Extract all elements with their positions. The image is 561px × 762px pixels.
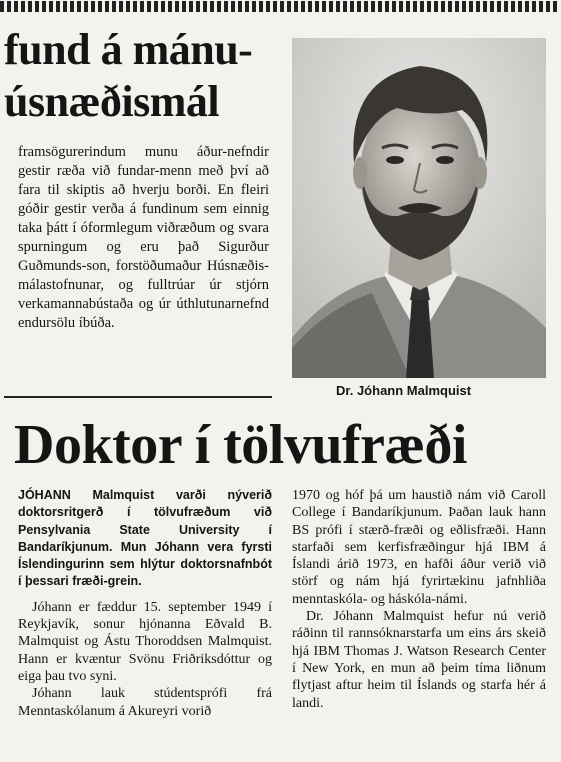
border-tick — [91, 1, 95, 12]
border-tick — [49, 1, 53, 12]
border-tick — [322, 1, 326, 12]
border-tick — [126, 1, 130, 12]
article-lead-paragraph: JÓHANN Malmquist varði nýverið doktorsritgerð í tölvufræðum við Pensylvania State University í Bandaríkjunum. Mun Jóhann vera fyrsti Íslendingurinn sem hlýtur doktorsnafnbót í þessari fræði-grein. — [18, 488, 272, 589]
border-tick — [273, 1, 277, 12]
border-tick — [98, 1, 102, 12]
border-tick — [7, 1, 11, 12]
border-tick — [357, 1, 361, 12]
article-paragraph: Jóhann lauk stúdentsprófi frá Menntaskólanum á Akureyri vorið — [18, 686, 272, 719]
border-tick — [56, 1, 60, 12]
article-headline: Doktor í tölvufræði — [14, 414, 467, 476]
top-story-paragraph: framsögurerindum munu áður-nefndir gestir ræða við fundar-menn með því að fara til skiptis að hverju borði. En fleiri góðir gestir verða á fundinum sem einnig taka þátt í óformlegum viðræðum og svara spurningum og eru það Sigurður Guðmunds-son, forstöðumaður Húsnæðis-málastofnunar, og fulltrúar úr stjórn verkamannabústaða og úr úthlutunarnefnd endursölu íbúða. — [18, 144, 269, 331]
border-tick — [336, 1, 340, 12]
portrait-photo — [292, 38, 546, 378]
border-tick — [245, 1, 249, 12]
border-tick — [224, 1, 228, 12]
article-paragraph: Jóhann er fæddur 15. september 1949 í Reykjavík, sonur hjónanna Eðvald B. Malmquist og Ástu Thoroddsen Malmquist. Hann er kvæntur Svönu Friðriksdóttur og eiga þau tvo syni. — [18, 599, 272, 684]
border-tick — [455, 1, 459, 12]
border-tick — [441, 1, 445, 12]
border-tick — [189, 1, 193, 12]
border-tick — [28, 1, 32, 12]
border-tick — [35, 1, 39, 12]
border-tick — [420, 1, 424, 12]
border-tick — [70, 1, 74, 12]
border-tick — [308, 1, 312, 12]
border-tick — [532, 1, 536, 12]
border-tick — [350, 1, 354, 12]
border-tick — [259, 1, 263, 12]
border-tick — [511, 1, 515, 12]
border-tick — [413, 1, 417, 12]
article-column-1 — [18, 487, 272, 720]
border-tick — [497, 1, 501, 12]
border-tick — [42, 1, 46, 12]
border-tick — [84, 1, 88, 12]
border-tick — [364, 1, 368, 12]
border-tick — [434, 1, 438, 12]
border-tick — [399, 1, 403, 12]
border-tick — [371, 1, 375, 12]
top-headline-line-1: fund á mánu- — [4, 25, 253, 74]
border-tick — [266, 1, 270, 12]
border-tick — [315, 1, 319, 12]
border-tick — [105, 1, 109, 12]
section-divider — [4, 396, 272, 398]
border-tick — [287, 1, 291, 12]
border-tick — [147, 1, 151, 12]
article-column-2 — [292, 487, 546, 712]
border-tick — [231, 1, 235, 12]
border-tick — [238, 1, 242, 12]
border-tick — [525, 1, 529, 12]
border-tick — [518, 1, 522, 12]
portrait-image — [292, 38, 546, 378]
article-paragraph: Dr. Jóhann Malmquist hefur nú verið ráðinn til rannsóknarstarfa um eins árs skeið hjá IBM Thomas J. Watson Research Center í New York, en mun að þeim tíma liðnum flytjast aftur heim til Íslands og starfa hér á landi. — [292, 609, 546, 711]
border-tick — [140, 1, 144, 12]
border-tick — [203, 1, 207, 12]
border-tick — [553, 1, 557, 12]
border-tick — [133, 1, 137, 12]
border-tick — [406, 1, 410, 12]
border-tick — [280, 1, 284, 12]
border-tick — [196, 1, 200, 12]
border-tick — [21, 1, 25, 12]
border-tick — [301, 1, 305, 12]
border-tick — [168, 1, 172, 12]
border-tick — [378, 1, 382, 12]
article-paragraph: 1970 og hóf þá um haustið nám við Caroll College í Bandaríkjunum. Þaðan lauk hann BS prófi í stærð-fræði og eðlisfræði. Hann starfaði sem kerfisfræðingur hjá IBM á Íslandi árið 1973, en hafði áður verið við störf og nám hjá fyrirtækinu jafnhliða menntaskóla- og háskóla-námi. — [292, 488, 546, 607]
border-tick — [504, 1, 508, 12]
border-tick — [112, 1, 116, 12]
border-tick — [343, 1, 347, 12]
border-tick — [539, 1, 543, 12]
border-tick — [154, 1, 158, 12]
border-tick — [385, 1, 389, 12]
border-tick — [448, 1, 452, 12]
top-border-strip — [0, 0, 561, 12]
border-tick — [469, 1, 473, 12]
top-headline-line-2: úsnæðismál — [4, 77, 220, 126]
border-tick — [483, 1, 487, 12]
border-tick — [427, 1, 431, 12]
photo-caption: Dr. Jóhann Malmquist — [336, 383, 472, 398]
border-tick — [252, 1, 256, 12]
border-tick — [182, 1, 186, 12]
border-tick — [161, 1, 165, 12]
top-story-text — [18, 143, 269, 333]
border-tick — [476, 1, 480, 12]
border-tick — [329, 1, 333, 12]
border-tick — [14, 1, 18, 12]
border-tick — [490, 1, 494, 12]
border-tick — [63, 1, 67, 12]
border-tick — [462, 1, 466, 12]
border-tick — [119, 1, 123, 12]
border-tick — [217, 1, 221, 12]
border-tick — [546, 1, 550, 12]
border-tick — [0, 1, 4, 12]
border-tick — [392, 1, 396, 12]
border-tick — [294, 1, 298, 12]
border-tick — [210, 1, 214, 12]
border-tick — [77, 1, 81, 12]
border-tick — [175, 1, 179, 12]
